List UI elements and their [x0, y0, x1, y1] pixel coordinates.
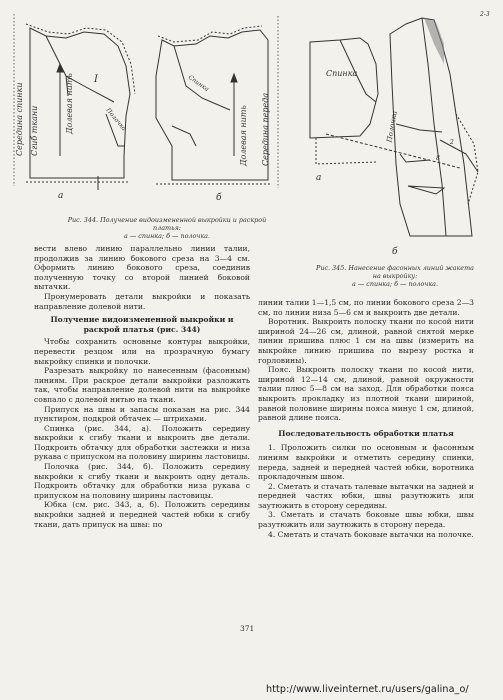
- fig345-caption-line2: на выкройку:: [372, 272, 418, 280]
- fig344-front-piece: [156, 26, 272, 184]
- left-paragraph-2: Пронумеровать детали выкройки и показать направление долевой нити.: [34, 291, 250, 311]
- fig344-label-spinka: Спинка: [186, 73, 211, 94]
- fig345-back-outline: [310, 38, 378, 138]
- fig344-back-piece: [26, 24, 135, 190]
- right-section-heading: Последовательность обработки платья: [278, 428, 454, 438]
- figure-344-pattern: [6, 6, 296, 216]
- fig345-caption-line3: а — спинка; б — полочка.: [352, 280, 438, 288]
- fig344-label-cut-right: Середина переда: [261, 92, 270, 166]
- fig344-label-front: Полочка: [104, 106, 128, 133]
- fig345-label-a: а: [316, 173, 322, 183]
- left-body-4: Спинка (рис. 344, а). Положить середину выкройки к сгибу ткани и выкроить две детали. Подкроить обтачку для обработки застежки и низа рукава с припуском на половину ширины ластовицы.: [34, 423, 250, 462]
- left-body-3: Припуск на швы и запасы показан на рис. 344 пунктиром, подкрой обтачек — штрихами.: [34, 404, 250, 424]
- left-section-heading: Получение видоизмененной выкройки и раскрой платья (рис. 344): [50, 315, 234, 334]
- fig344-caption-line1: Рис. 344. Получение видоизмененной выкройки и раскрой: [67, 216, 267, 224]
- left-column: [34, 244, 250, 529]
- right-body-2: Воротник. Выкроить полоску ткани по косой нити шириной 24—26 см, длиной, равной снятой мерке линии пришива плюс 1 см на швы (измерить на выкройке линию пришива по вырезу ростка и горловины).: [258, 317, 474, 365]
- fig344-caption-line2: платья:: [153, 224, 181, 232]
- right-step-4: 4. Сметать и стачать боковые вытачки на полочке.: [268, 529, 474, 539]
- fig344-label-grain-left: Долевая нить: [65, 73, 74, 134]
- fig345-front-outline: [390, 18, 472, 236]
- fig344-label-cut-left: Сгиб ткани: [30, 105, 39, 156]
- fig344-label-roman: I: [94, 74, 98, 85]
- right-step-3: 3. Сметать и стачать боковые швы юбки, швы разутюжить или заутюжить в сторону переда.: [258, 510, 474, 530]
- page-number: 371: [240, 624, 255, 633]
- fig345-label-m2: 2: [450, 139, 454, 146]
- left-body-1: Чтобы сохранить основные контуры выкройки, перевести резцом или на прозрачную бумагу выкройку спинки и полочки.: [34, 337, 250, 366]
- fig345-label-m8: 8: [436, 155, 440, 162]
- fig344-label-center-left: Середина спинки: [15, 82, 24, 156]
- fig344-label-grain-right: Долевая нить: [239, 105, 248, 166]
- right-body-1: линии талии 1—1,5 см, по линии бокового среза 2—3 см, по линии низа 5—6 см и выкроить две детали.: [258, 298, 474, 317]
- fig345-label-b: б: [392, 247, 398, 257]
- fig345-label-m23: 2-3: [480, 11, 490, 18]
- right-step-1: 1. Проложить силки по основным и фасонным линиям выкройки и отметить середину спинки, переда, задней и передней частей юбки, воротника прокладочным швом.: [258, 443, 474, 482]
- fig344-label-a: а: [58, 191, 64, 201]
- fig345-caption-line1: Рис. 345. Нанесение фасонных линий жакета: [316, 264, 474, 272]
- fig345-label-polochka: Полочка: [385, 110, 399, 144]
- figure-345-pattern: [296, 4, 496, 260]
- left-paragraph-1: вести влево линию параллельно линии талии, продолжив за линию бокового среза на 3—4 см. Оформить линию бокового среза, соединив полученную точку со второй линией боковой вытачки.: [34, 244, 250, 292]
- left-body-6: Юбка (см. рис. 343, а, б). Положить середины выкройки задней и передней частей юбки к сгибу ткани, дать припуск на швы: по: [34, 500, 250, 529]
- fig344-caption-line3: а — спинка; б — полочка.: [124, 232, 210, 240]
- left-body-5: Полочка (рис. 344, б). Положить середину выкройки к сгибу ткани и выкроить одну деталь. Подкроить обтачку для обработки низа рукава с припуском на половину ширины ластовицы.: [34, 462, 250, 500]
- fig344-label-b: б: [216, 193, 222, 203]
- right-body-3: Пояс. Выкроить полоску ткани по косой нити, шириной 12—14 см, длиной, равной окружности талии плюс 5—8 см на заход. Для обработки пояса выкроить прокладку из плотной ткани шириной, равной половине ширины пояса минус 1 см, длиной, равной длине пояса.: [258, 365, 474, 423]
- fig344-caption: [42, 216, 292, 240]
- right-step-2: 2. Сметать и стачать талевые вытачки на задней и передней частях юбки, швы разутюжить или заутюжить в сторону середины.: [258, 481, 474, 510]
- source-url[interactable]: http://www.liveinternet.ru/users/galina_o/: [266, 684, 469, 695]
- left-body-2: Разрезать выкройку по нанесенным (фасонным) линиям. При раскрое детали выкройки разложить так, чтобы направление долевой нити на выкройке совпало с долевой нитью на ткани.: [34, 366, 250, 404]
- fig345-label-spinka: Спинка: [326, 69, 358, 78]
- right-column: [258, 298, 474, 539]
- fig345-caption: [300, 264, 490, 288]
